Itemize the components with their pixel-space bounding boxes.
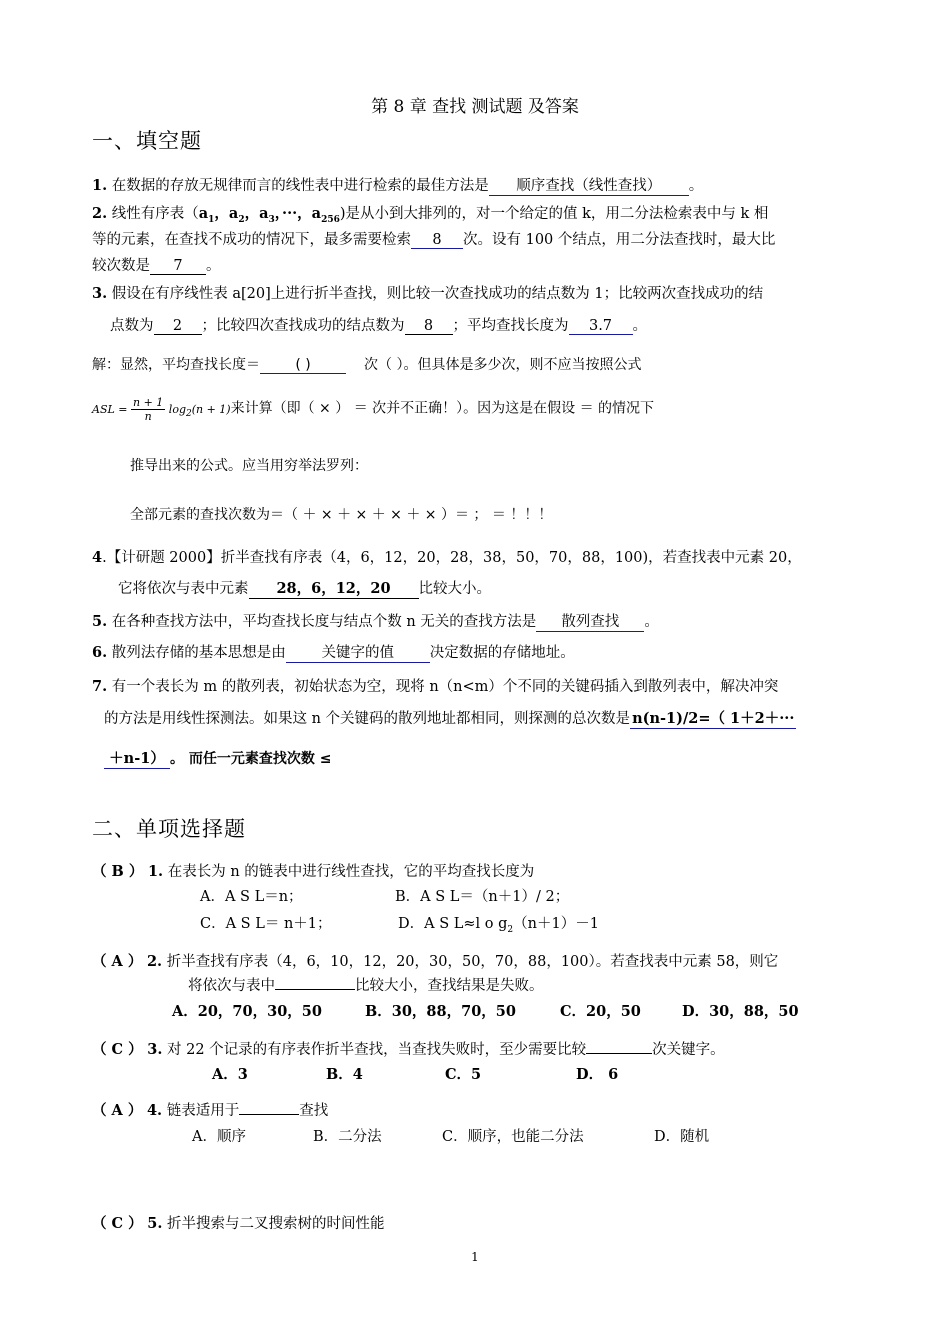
choice-3-option-d: D． 6 (576, 1066, 619, 1083)
choice-question-4: （ A ） 4. 链表适用于 查找 (92, 1102, 329, 1119)
answer-blank: 关键字的值 (286, 641, 430, 663)
asl-formula: ASL = $\frac{n + 1}{n}$ $\log_2(n + 1)$ (92, 396, 231, 423)
solution-formula-line: ASL = $\frac{n + 1}{n}$ $\log_2(n + 1)$来计算（即（ × ） ＝ 次并不正确！）。因为这是在假设 ＝ 的情况下 (92, 396, 655, 423)
page-title: 第 8 章 查找 测试题 及答案 (371, 97, 579, 117)
answer-blank: 散列查找 (536, 610, 644, 632)
choice-1-option-d: D．A S L≈l o $g_2(n+1)-1$ (398, 916, 599, 935)
answer-blank: ＋n-1） (104, 747, 170, 769)
question-4-line1: 4.【计研题 2000】折半查找有序表（4，6，12，20，28，38，50，70，88，100)，若查找表中元素 20， (92, 549, 802, 566)
answer-blank: 7 (150, 258, 206, 275)
choice-4-option-a: A．顺序 (192, 1129, 246, 1145)
question-3-line2: 点数为 2 ；比较四次查找成功的结点数为 8 ；平均查找长度为 3.7 。 (110, 318, 647, 334)
choice-4-option-c: C．顺序，也能二分法 (442, 1129, 584, 1145)
question-7-line1: 7. 有一个表长为 m 的散列表，初始状态为空，现将 n（n<m）个不同的关键码插入到散列表中，解决冲突 (92, 678, 779, 695)
choice-1-option-a: A．A S L＝n； (200, 889, 303, 905)
question-3-line1: 3. 假设在有序线性表 a[20]上进行折半查找，则比较一次查找成功的结点数为 1；比较两次查找成功的结 (92, 285, 764, 302)
choice-2-option-c: C．20，50 (560, 1003, 641, 1020)
choice-1-option-c: C．A S L＝ n＋1； (200, 916, 332, 932)
solution-line3: 推导出来的公式。应当用穷举法罗列： (130, 458, 368, 474)
question-7-line2: 的方法是用线性探测法。如果这 n 个关键码的散列地址都相同，则探测的总次数是 n(n-1)/2=（ 1＋2＋··· (104, 707, 796, 729)
choice-2-stem-line2: 将依次与表中 比较大小，查找结果是失败。 (188, 978, 544, 994)
choice-2-option-a: A．20，70，30，50 (172, 1003, 322, 1020)
answer-blank: 8 (411, 232, 463, 249)
section-heading-single-choice: 二、单项选择题 (92, 817, 246, 841)
choice-2-option-b: B．30，88，70，50 (365, 1003, 516, 1020)
choice-question-3: （ C ） 3. 对 22 个记录的有序表作折半查找，当查找失败时，至少需要比较 次关键字。 (92, 1041, 725, 1058)
answer-blank: n(n-1)/2=（ 1＋2＋··· (630, 707, 796, 729)
choice-question-2: （ A ） 2. 折半查找有序表（4，6，10，12，20，30，50，70，88，100）。若查找表中元素 58，则它 (92, 953, 779, 970)
question-2-line3: 较次数是 7 。 (92, 258, 221, 274)
choice-4-option-b: B．二分法 (313, 1129, 382, 1145)
question-2-line2: 等的元素，在查找不成功的情况下，最多需要检索 8 次。设有 100 个结点，用二分法查找时，最大比 (92, 232, 776, 248)
choice-1-option-b: B．A S L＝（n＋1）/ 2； (395, 889, 570, 905)
page-number: 1 (471, 1250, 479, 1264)
choice-question-5: （ C ） 5. 折半搜索与二叉搜索树的时间性能 (92, 1215, 385, 1232)
answer-blank: 3.7 (569, 318, 633, 335)
choice-2-option-d: D．30，88，50 (682, 1003, 799, 1020)
solution-line1: 解：显然，平均查找长度＝ ( ) 次（ ）。但具体是多少次，则不应当按照公式 (92, 357, 642, 373)
question-7-line3: ＋n-1） 。 而任一元素查找次数 ≤ (104, 747, 331, 769)
choice-3-option-b: B．4 (326, 1066, 363, 1083)
answer-blank: 8 (405, 318, 453, 335)
choice-question-1: （ B ） 1. 在表长为 n 的链表中进行线性查找，它的平均查找长度为 (92, 863, 535, 880)
question-1: 1. 在数据的存放无规律而言的线性表中进行检索的最佳方法是 顺序查找（线性查找） 。 (92, 174, 703, 196)
answer-blank: 28，6，12，20 (249, 577, 419, 599)
solution-line4: 全部元素的查找次数为＝（ ＋ × ＋ × ＋ × ＋ × ）＝ ； ＝ ！！！ (130, 507, 553, 523)
answer-blank: 2 (154, 318, 202, 335)
section-heading-fill-blank: 一、填空题 (92, 129, 202, 153)
question-2-line1: 2. 线性有序表（$a_1$，$a_2$，$a_3$，···，$a_{256}$)是从小到大排列的，对一个给定的值 k，用二分法检索表中与 k 相 (92, 205, 769, 225)
choice-3-option-a: A．3 (212, 1066, 248, 1083)
question-6: 6. 散列法存储的基本思想是由 关键字的值 决定数据的存储地址。 (92, 641, 575, 663)
answer-blank: 顺序查找（线性查找） (489, 174, 689, 196)
choice-4-option-d: D．随机 (654, 1129, 710, 1145)
question-5: 5. 在各种查找方法中，平均查找长度与结点个数 n 无关的查找方法是 散列查找 。 (92, 610, 659, 632)
question-4-line2: 它将依次与表中元素 28，6，12，20 比较大小。 (118, 577, 491, 599)
choice-3-option-c: C．5 (445, 1066, 482, 1083)
